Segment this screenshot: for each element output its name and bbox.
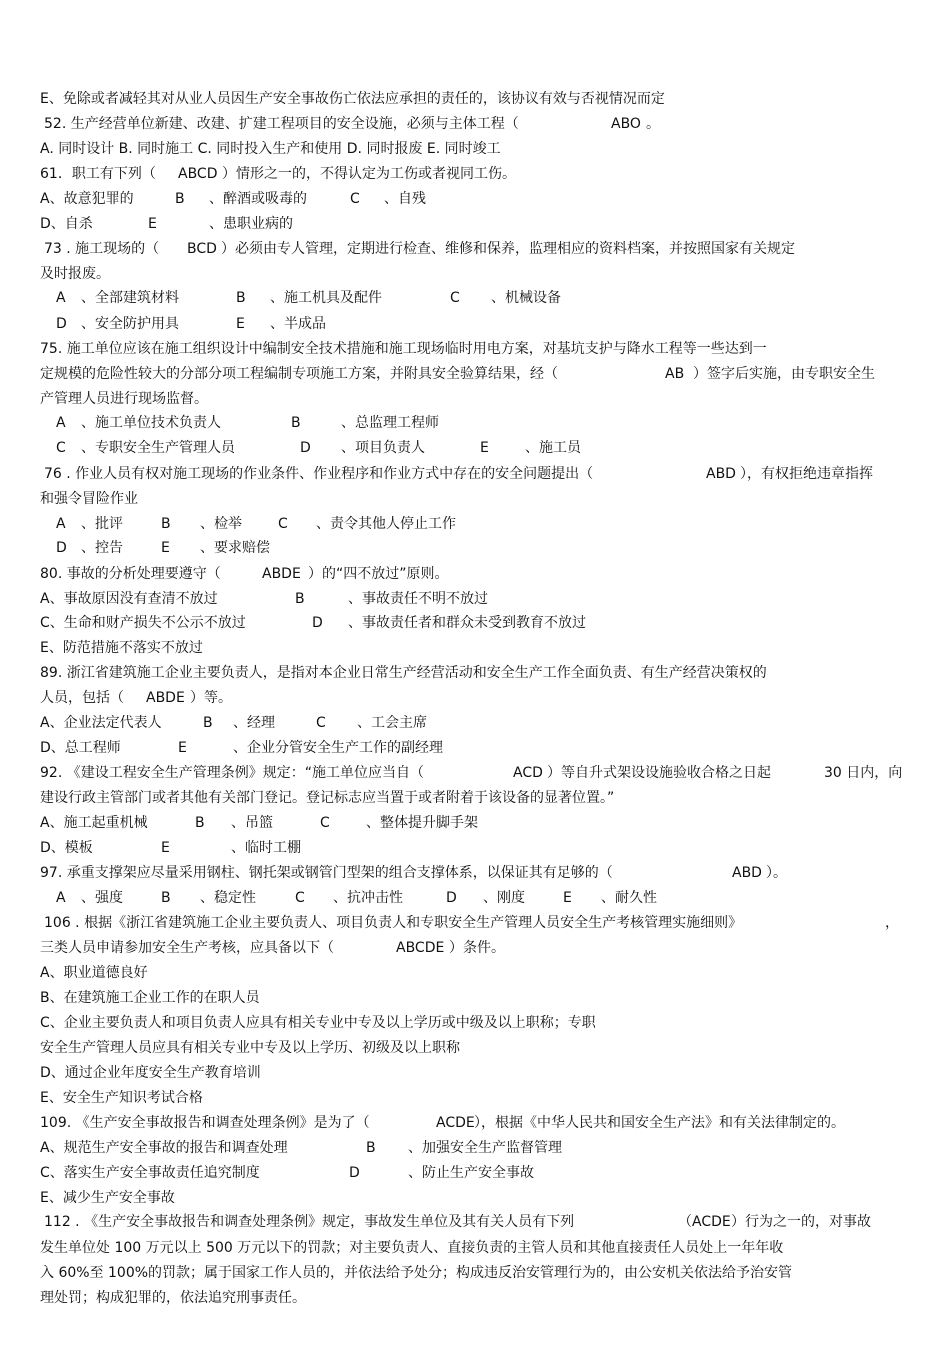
q73-d-letter: D [56,316,67,332]
q-prev-option-e: E、免除或者减轻其对从业人员因生产安全事故伤亡依法应承担的责任的，该协议有效与否视情况而定 [40,91,665,107]
q92-days: 30 日内，向 [824,765,903,781]
q73-a-letter: A [56,290,66,306]
q80-d-letter: D [312,615,323,631]
q73-b-letter: B [236,290,246,306]
q106-line1: 106 . 根据《浙江省建筑施工企业主要负责人、项目负责人和专职安全生产管理人员安全生产考核管理实施细则》 [44,915,743,931]
q92-b-letter: B [195,815,205,831]
q61-option-b-letter: B [175,191,185,207]
q89-d: D、总工程师 [40,740,121,756]
q97-c-letter: C [295,890,305,906]
q75-b-letter: B [291,415,301,431]
q92-b: 、吊篮 [231,815,273,831]
q76-b: 、检举 [200,516,242,532]
q109-e: E、减少生产安全事故 [40,1190,175,1206]
q97-c: 、抗冲击性 [333,890,403,906]
q75-line1: 75. 施工单位应该在施工组织设计中编制安全技术措施和施工现场临时用电方案，对基坑支护与降水工程等一些达到一 [40,341,767,357]
q109-d: 、防止生产安全事故 [408,1165,534,1181]
q97-e-letter: E [563,890,572,906]
q76-d: 、控告 [81,540,123,556]
q73-e: 、半成品 [270,316,326,332]
q106-line2-tail: ）条件。 [449,940,505,956]
q89-line2-tail: ）等。 [190,690,232,706]
q106-e: E、安全生产知识考试合格 [40,1090,203,1106]
q97-a-letter: A [56,890,66,906]
q92-line1-tail: ）等自升式架设设施验收合格之日起 [547,765,771,781]
q89-answer: ABDE [146,690,185,706]
q89-c-letter: C [316,715,326,731]
q75-a: 、施工单位技术负责人 [81,415,221,431]
q97-tail: ）。 [766,865,787,881]
q97-d-letter: D [446,890,457,906]
q73-tail: ）必须由专人管理，定期进行检查、维修和保养，监理相应的资料档案，并按照国家有关规定 [221,241,795,257]
q92-e-letter: E [161,840,170,856]
q106-c2: 安全生产管理人员应具有相关专业中专及以上学历、初级及以上职称 [40,1040,460,1056]
q73-c-letter: C [450,290,460,306]
q76-a-letter: A [56,516,66,532]
q76-e: 、要求赔偿 [200,540,270,556]
q75-c: 、专职安全生产管理人员 [81,440,235,456]
q112-line1: 112 . 《生产安全事故报告和调查处理条例》规定，事故发生单位及其有关人员有下列 [44,1214,575,1230]
q109-b: 、加强安全生产监督管理 [408,1140,562,1156]
q106-comma: ， [885,915,899,931]
q97-b-letter: B [161,890,171,906]
q92-d: D、模板 [40,840,93,856]
q75-line3: 产管理人员进行现场监督。 [40,391,208,407]
q76-b-letter: B [161,516,171,532]
q75-a-letter: A [56,415,66,431]
q92-line2: 建设行政主管部门或者其他有关部门登记。登记标志应当置于或者附着于该设备的显著位置。” [40,790,615,806]
q75-d: 、项目负责人 [341,440,425,456]
q109-stem: 109. 《生产安全事故报告和调查处理条例》是为了（ [40,1115,370,1131]
q61-stem: 61．职工有下列（ [40,166,156,182]
q80-tail: ）的“四不放过”原则。 [308,566,449,582]
q61-option-e-letter: E [148,216,157,232]
q109-a: A、规范生产安全事故的报告和调查处理 [40,1140,288,1156]
q106-answer: ABCDE [396,940,445,956]
q112-line1-tail: ）行为之一的，对事故 [731,1214,871,1230]
q73-answer: BCD [187,241,217,257]
q80-e: E、防范措施不落实不放过 [40,640,203,656]
q76-cont: 和强令冒险作业 [40,491,138,507]
q61-option-c-letter: C [350,191,360,207]
q75-line2-tail: ）签字后实施，由专职安全生 [693,366,875,382]
q80-b: 、事故责任不明不放过 [348,591,488,607]
q80-b-letter: B [295,591,305,607]
q52-stem: 52. 生产经营单位新建、改建、扩建工程项目的安全设施，必须与主体工程（ [44,116,519,132]
q92-c: 、整体提升脚手架 [366,815,478,831]
q106-line2: 三类人员申请参加安全生产考核，应具备以下（ [40,940,334,956]
q97-d: 、刚度 [483,890,525,906]
q76-answer: ABD [706,466,736,482]
q97-a: 、强度 [81,890,123,906]
q73-c: 、机械设备 [491,290,561,306]
q76-d-letter: D [56,540,67,556]
q97-b: 、稳定性 [200,890,256,906]
q89-a: A、企业法定代表人 [40,715,162,731]
q106-c1: C、企业主要负责人和项目负责人应具有相关专业中专及以上学历或中级及以上职称；专职 [40,1015,596,1031]
q106-b: B、在建筑施工企业工作的在职人员 [40,990,260,1006]
q75-c-letter: C [56,440,66,456]
q75-d-letter: D [300,440,311,456]
q89-c: 、工会主席 [357,715,427,731]
q61-option-c: 、自残 [384,191,426,207]
q61-option-a: A、故意犯罪的 [40,191,134,207]
q61-answer: ABCD [178,166,218,182]
q112-line3: 入 60%至 100%的罚款；属于国家工作人员的，并依法给予处分；构成违反治安管理行为的，由公安机关依法给予治安管 [40,1265,793,1281]
q112-answer: （ACDE [678,1214,731,1230]
q61-option-b: 、醉酒或吸毒的 [209,191,307,207]
q109-b-letter: B [366,1140,376,1156]
q89-line1: 89. 浙江省建筑施工企业主要负责人，是指对本企业日常生产经营活动和安全生产工作全面负责、有生产经营决策权的 [40,665,767,681]
q76-tail: ），有权拒绝违章指挥 [740,466,873,482]
q92-line1: 92. 《建设工程安全生产管理条例》规定：“施工单位应当自（ [40,765,424,781]
q97-stem: 97. 承重支撑架应尽量采用钢柱、钢托架或钢管门型架的组合支撑体系，以保证其有足够的（ [40,865,613,881]
q97-e: 、耐久性 [601,890,657,906]
q112-line2: 发生单位处 100 万元以上 500 万元以下的罚款；对主要负责人、直接负责的主管人员和其他直接责任人员处上一年年收 [40,1240,784,1256]
q92-e: 、临时工棚 [231,840,301,856]
q73-a: 、全部建筑材料 [81,290,179,306]
q73-d: 、安全防护用具 [81,316,179,332]
q61-option-e: 、患职业病的 [209,216,293,232]
q75-line2: 定规模的危险性较大的分部分项工程编制专项施工方案，并附具安全验算结果，经（ [40,366,558,382]
q61-tail: ）情形之一的，不得认定为工伤或者视同工伤。 [222,166,516,182]
q75-b: 、总监理工程师 [341,415,439,431]
q73-stem: 73 . 施工现场的（ [44,241,160,257]
q80-stem: 80. 事故的分析处理要遵守（ [40,566,221,582]
q106-d: D、通过企业年度安全生产教育培训 [40,1065,261,1081]
q76-a: 、批评 [81,516,123,532]
q89-b: 、经理 [233,715,275,731]
q80-d: 、事故责任者和群众未受到教育不放过 [348,615,586,631]
q75-answer: AB [665,366,685,382]
q52-options: A. 同时设计 B. 同时施工 C. 同时投入生产和使用 D. 同时报废 E. 同时竣工 [40,141,501,157]
q76-c-letter: C [278,516,288,532]
q89-e-letter: E [178,740,187,756]
q73-cont: 及时报废。 [40,266,110,282]
q89-b-letter: B [203,715,213,731]
q76-e-letter: E [161,540,170,556]
q80-answer: ABDE [262,566,301,582]
q106-a: A、职业道德良好 [40,965,148,981]
q75-e-letter: E [480,440,489,456]
q92-c-letter: C [320,815,330,831]
q97-answer: ABD [732,865,762,881]
q52-answer: ABO [611,116,641,132]
q109-answer: ACDE [436,1115,475,1131]
q89-e: 、企业分管安全生产工作的副经理 [233,740,443,756]
q76-c: 、责令其他人停止工作 [316,516,456,532]
q73-e-letter: E [236,316,245,332]
q89-line2: 人员，包括（ [40,690,124,706]
q80-c: C、生命和财产损失不公示不放过 [40,615,246,631]
q75-e: 、施工员 [525,440,581,456]
q73-b: 、施工机具及配件 [270,290,382,306]
q109-c: C、落实生产安全事故责任追究制度 [40,1165,260,1181]
q61-option-d: D、自杀 [40,216,93,232]
q112-line4: 理处罚；构成犯罪的，依法追究刑事责任。 [40,1290,306,1306]
q80-a: A、事故原因没有查清不放过 [40,591,218,607]
q52-close: 。 [646,116,660,132]
q76-stem: 76 . 作业人员有权对施工现场的作业条件、作业程序和作业方式中存在的安全问题提出（ [44,466,594,482]
q92-a: A、施工起重机械 [40,815,148,831]
q109-d-letter: D [349,1165,360,1181]
q92-answer: ACD [513,765,543,781]
q109-tail: ），根据《中华人民共和国安全生产法》和有关法律制定的。 [474,1115,845,1131]
